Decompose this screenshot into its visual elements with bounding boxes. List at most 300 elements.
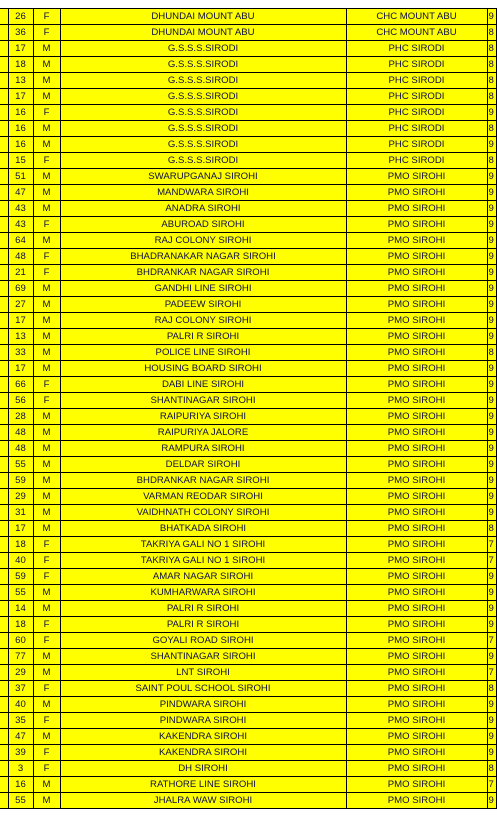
row-edge-cell[interactable] [0, 169, 8, 185]
truncated-cell[interactable]: 9 [487, 297, 496, 313]
facility-cell[interactable]: PHC SIRODI [346, 105, 487, 121]
truncated-cell[interactable]: 9 [487, 9, 496, 25]
address-cell[interactable]: RATHORE LINE SIROHI [60, 777, 346, 793]
facility-cell[interactable]: PMO SIROHI [346, 537, 487, 553]
facility-cell[interactable]: PHC SIRODI [346, 137, 487, 153]
truncated-cell[interactable]: 9 [487, 713, 496, 729]
sex-cell[interactable]: F [33, 393, 60, 409]
row-edge-cell[interactable] [0, 473, 8, 489]
address-cell[interactable]: PINDWARA SIROHI [60, 713, 346, 729]
sex-cell[interactable]: M [33, 89, 60, 105]
truncated-cell[interactable]: 8 [487, 41, 496, 57]
facility-cell[interactable]: PMO SIROHI [346, 313, 487, 329]
facility-cell[interactable]: PMO SIROHI [346, 217, 487, 233]
age-cell[interactable]: 17 [8, 313, 33, 329]
address-cell[interactable]: POLICE LINE SIROHI [60, 345, 346, 361]
facility-cell[interactable]: PHC SIRODI [346, 41, 487, 57]
row-edge-cell[interactable] [0, 713, 8, 729]
address-cell[interactable]: LNT SIROHI [60, 665, 346, 681]
address-cell[interactable]: RAIPURIYA SIROHI [60, 409, 346, 425]
age-cell[interactable]: 59 [8, 473, 33, 489]
age-cell[interactable]: 43 [8, 217, 33, 233]
address-cell[interactable]: BHDRANKAR NAGAR SIROHI [60, 265, 346, 281]
facility-cell[interactable]: PMO SIROHI [346, 233, 487, 249]
address-cell[interactable]: G.S.S.S.SIRODI [60, 89, 346, 105]
age-cell[interactable]: 48 [8, 441, 33, 457]
facility-cell[interactable]: PHC SIRODI [346, 57, 487, 73]
address-cell[interactable]: DH SIROHI [60, 761, 346, 777]
truncated-cell[interactable]: 8 [487, 153, 496, 169]
truncated-cell[interactable]: 8 [487, 521, 496, 537]
age-cell[interactable]: 17 [8, 89, 33, 105]
row-edge-cell[interactable] [0, 777, 8, 793]
truncated-cell[interactable]: 7 [487, 633, 496, 649]
address-cell[interactable]: DHUNDAI MOUNT ABU [60, 9, 346, 25]
address-cell[interactable]: ABUROAD SIROHI [60, 217, 346, 233]
row-edge-cell[interactable] [0, 9, 8, 25]
sex-cell[interactable]: M [33, 521, 60, 537]
address-cell[interactable]: JHALRA WAW SIROHI [60, 793, 346, 809]
truncated-cell[interactable]: 8 [487, 73, 496, 89]
facility-cell[interactable]: PMO SIROHI [346, 329, 487, 345]
row-edge-cell[interactable] [0, 41, 8, 57]
age-cell[interactable]: 43 [8, 201, 33, 217]
sex-cell[interactable]: M [33, 185, 60, 201]
truncated-cell[interactable]: 9 [487, 457, 496, 473]
row-edge-cell[interactable] [0, 569, 8, 585]
sex-cell[interactable]: F [33, 745, 60, 761]
facility-cell[interactable]: CHC MOUNT ABU [346, 9, 487, 25]
address-cell[interactable]: RAJ COLONY SIROHI [60, 233, 346, 249]
facility-cell[interactable]: PMO SIROHI [346, 281, 487, 297]
truncated-cell[interactable]: 8 [487, 681, 496, 697]
age-cell[interactable]: 47 [8, 185, 33, 201]
truncated-cell[interactable]: 9 [487, 249, 496, 265]
facility-cell[interactable]: PMO SIROHI [346, 793, 487, 809]
sex-cell[interactable]: M [33, 793, 60, 809]
sex-cell[interactable]: M [33, 361, 60, 377]
age-cell[interactable]: 37 [8, 681, 33, 697]
facility-cell[interactable]: PMO SIROHI [346, 761, 487, 777]
facility-cell[interactable]: PMO SIROHI [346, 425, 487, 441]
age-cell[interactable]: 31 [8, 505, 33, 521]
age-cell[interactable]: 36 [8, 25, 33, 41]
sex-cell[interactable]: F [33, 553, 60, 569]
age-cell[interactable]: 48 [8, 425, 33, 441]
facility-cell[interactable]: PMO SIROHI [346, 617, 487, 633]
address-cell[interactable]: DABI LINE SIROHI [60, 377, 346, 393]
row-edge-cell[interactable] [0, 185, 8, 201]
facility-cell[interactable]: PMO SIROHI [346, 777, 487, 793]
sex-cell[interactable]: M [33, 41, 60, 57]
truncated-cell[interactable]: 9 [487, 505, 496, 521]
address-cell[interactable]: GANDHI LINE SIROHI [60, 281, 346, 297]
row-edge-cell[interactable] [0, 681, 8, 697]
row-edge-cell[interactable] [0, 313, 8, 329]
age-cell[interactable]: 17 [8, 41, 33, 57]
age-cell[interactable]: 35 [8, 713, 33, 729]
truncated-cell[interactable]: 9 [487, 329, 496, 345]
address-cell[interactable]: BHADRANAKAR NAGAR SIROHI [60, 249, 346, 265]
truncated-cell[interactable]: 9 [487, 617, 496, 633]
facility-cell[interactable]: PMO SIROHI [346, 345, 487, 361]
row-edge-cell[interactable] [0, 361, 8, 377]
row-edge-cell[interactable] [0, 137, 8, 153]
age-cell[interactable]: 55 [8, 585, 33, 601]
address-cell[interactable]: BHATKADA SIROHI [60, 521, 346, 537]
facility-cell[interactable]: PMO SIROHI [346, 665, 487, 681]
address-cell[interactable]: PALRI R SIROHI [60, 617, 346, 633]
age-cell[interactable]: 13 [8, 329, 33, 345]
row-edge-cell[interactable] [0, 617, 8, 633]
sex-cell[interactable]: F [33, 153, 60, 169]
truncated-cell[interactable]: 8 [487, 121, 496, 137]
truncated-cell[interactable]: 8 [487, 89, 496, 105]
facility-cell[interactable]: PMO SIROHI [346, 505, 487, 521]
age-cell[interactable]: 17 [8, 361, 33, 377]
sex-cell[interactable]: M [33, 329, 60, 345]
row-edge-cell[interactable] [0, 585, 8, 601]
sex-cell[interactable]: F [33, 249, 60, 265]
address-cell[interactable]: G.S.S.S.SIRODI [60, 41, 346, 57]
address-cell[interactable]: MANDWARA SIROHI [60, 185, 346, 201]
address-cell[interactable]: VARMAN REODAR SIROHI [60, 489, 346, 505]
facility-cell[interactable]: PMO SIROHI [346, 729, 487, 745]
truncated-cell[interactable]: 9 [487, 793, 496, 809]
truncated-cell[interactable]: 9 [487, 393, 496, 409]
sex-cell[interactable]: F [33, 633, 60, 649]
sex-cell[interactable]: M [33, 585, 60, 601]
address-cell[interactable]: PADEEW SIROHI [60, 297, 346, 313]
truncated-cell[interactable]: 9 [487, 313, 496, 329]
row-edge-cell[interactable] [0, 121, 8, 137]
truncated-cell[interactable]: 9 [487, 233, 496, 249]
truncated-cell[interactable]: 9 [487, 265, 496, 281]
age-cell[interactable]: 69 [8, 281, 33, 297]
facility-cell[interactable]: PMO SIROHI [346, 185, 487, 201]
facility-cell[interactable]: PMO SIROHI [346, 361, 487, 377]
facility-cell[interactable]: PMO SIROHI [346, 297, 487, 313]
sex-cell[interactable]: M [33, 489, 60, 505]
truncated-cell[interactable]: 7 [487, 553, 496, 569]
address-cell[interactable]: SWARUPGANAJ SIROHI [60, 169, 346, 185]
address-cell[interactable]: RAJ COLONY SIROHI [60, 313, 346, 329]
sex-cell[interactable]: F [33, 617, 60, 633]
facility-cell[interactable]: PMO SIROHI [346, 377, 487, 393]
truncated-cell[interactable]: 9 [487, 169, 496, 185]
address-cell[interactable]: DHUNDAI MOUNT ABU [60, 25, 346, 41]
row-edge-cell[interactable] [0, 489, 8, 505]
age-cell[interactable]: 33 [8, 345, 33, 361]
facility-cell[interactable]: PMO SIROHI [346, 201, 487, 217]
truncated-cell[interactable]: 7 [487, 777, 496, 793]
sex-cell[interactable]: M [33, 473, 60, 489]
address-cell[interactable]: SHANTINAGAR SIROHI [60, 393, 346, 409]
age-cell[interactable]: 16 [8, 137, 33, 153]
truncated-cell[interactable]: 9 [487, 185, 496, 201]
age-cell[interactable]: 40 [8, 553, 33, 569]
age-cell[interactable]: 55 [8, 457, 33, 473]
row-edge-cell[interactable] [0, 265, 8, 281]
truncated-cell[interactable]: 7 [487, 537, 496, 553]
row-edge-cell[interactable] [0, 521, 8, 537]
address-cell[interactable]: DELDAR SIROHI [60, 457, 346, 473]
age-cell[interactable]: 21 [8, 265, 33, 281]
age-cell[interactable]: 17 [8, 521, 33, 537]
sex-cell[interactable]: F [33, 217, 60, 233]
age-cell[interactable]: 16 [8, 121, 33, 137]
age-cell[interactable]: 28 [8, 409, 33, 425]
truncated-cell[interactable]: 9 [487, 745, 496, 761]
sex-cell[interactable]: M [33, 729, 60, 745]
facility-cell[interactable]: PMO SIROHI [346, 409, 487, 425]
facility-cell[interactable]: PHC SIRODI [346, 73, 487, 89]
row-edge-cell[interactable] [0, 441, 8, 457]
facility-cell[interactable]: PMO SIROHI [346, 697, 487, 713]
truncated-cell[interactable]: 9 [487, 649, 496, 665]
sex-cell[interactable]: M [33, 201, 60, 217]
facility-cell[interactable]: PMO SIROHI [346, 473, 487, 489]
facility-cell[interactable]: PMO SIROHI [346, 441, 487, 457]
sex-cell[interactable]: M [33, 57, 60, 73]
address-cell[interactable]: KUMHARWARA SIROHI [60, 585, 346, 601]
age-cell[interactable]: 40 [8, 697, 33, 713]
address-cell[interactable]: PALRI R SIROHI [60, 329, 346, 345]
address-cell[interactable]: KAKENDRA SIROHI [60, 729, 346, 745]
row-edge-cell[interactable] [0, 25, 8, 41]
sex-cell[interactable]: M [33, 137, 60, 153]
sex-cell[interactable]: M [33, 777, 60, 793]
truncated-cell[interactable]: 8 [487, 25, 496, 41]
row-edge-cell[interactable] [0, 249, 8, 265]
row-edge-cell[interactable] [0, 793, 8, 809]
age-cell[interactable]: 18 [8, 57, 33, 73]
address-cell[interactable]: G.S.S.S.SIRODI [60, 57, 346, 73]
facility-cell[interactable]: CHC MOUNT ABU [346, 25, 487, 41]
truncated-cell[interactable]: 9 [487, 601, 496, 617]
age-cell[interactable]: 66 [8, 377, 33, 393]
row-edge-cell[interactable] [0, 409, 8, 425]
address-cell[interactable]: AMAR NAGAR SIROHI [60, 569, 346, 585]
age-cell[interactable]: 39 [8, 745, 33, 761]
row-edge-cell[interactable] [0, 233, 8, 249]
sex-cell[interactable]: F [33, 681, 60, 697]
facility-cell[interactable]: PMO SIROHI [346, 601, 487, 617]
sex-cell[interactable]: F [33, 569, 60, 585]
sex-cell[interactable]: M [33, 121, 60, 137]
sex-cell[interactable]: F [33, 713, 60, 729]
sex-cell[interactable]: M [33, 697, 60, 713]
sex-cell[interactable]: F [33, 761, 60, 777]
sex-cell[interactable]: M [33, 601, 60, 617]
sex-cell[interactable]: F [33, 105, 60, 121]
age-cell[interactable]: 59 [8, 569, 33, 585]
age-cell[interactable]: 48 [8, 249, 33, 265]
sex-cell[interactable]: M [33, 297, 60, 313]
address-cell[interactable]: G.S.S.S.SIRODI [60, 73, 346, 89]
age-cell[interactable]: 47 [8, 729, 33, 745]
truncated-cell[interactable]: 9 [487, 473, 496, 489]
truncated-cell[interactable]: 9 [487, 105, 496, 121]
truncated-cell[interactable]: 9 [487, 697, 496, 713]
sex-cell[interactable]: M [33, 425, 60, 441]
facility-cell[interactable]: PMO SIROHI [346, 393, 487, 409]
truncated-cell[interactable]: 9 [487, 217, 496, 233]
age-cell[interactable]: 29 [8, 489, 33, 505]
row-edge-cell[interactable] [0, 553, 8, 569]
row-edge-cell[interactable] [0, 633, 8, 649]
sex-cell[interactable]: M [33, 313, 60, 329]
address-cell[interactable]: KAKENDRA SIROHI [60, 745, 346, 761]
age-cell[interactable]: 26 [8, 9, 33, 25]
row-edge-cell[interactable] [0, 73, 8, 89]
truncated-cell[interactable]: 9 [487, 201, 496, 217]
facility-cell[interactable]: PMO SIROHI [346, 681, 487, 697]
age-cell[interactable]: 16 [8, 777, 33, 793]
sex-cell[interactable]: M [33, 649, 60, 665]
truncated-cell[interactable]: 9 [487, 585, 496, 601]
sex-cell[interactable]: F [33, 537, 60, 553]
row-edge-cell[interactable] [0, 697, 8, 713]
facility-cell[interactable]: PMO SIROHI [346, 745, 487, 761]
truncated-cell[interactable]: 9 [487, 409, 496, 425]
row-edge-cell[interactable] [0, 153, 8, 169]
address-cell[interactable]: PINDWARA SIROHI [60, 697, 346, 713]
age-cell[interactable]: 14 [8, 601, 33, 617]
address-cell[interactable]: PALRI R SIROHI [60, 601, 346, 617]
sex-cell[interactable]: M [33, 505, 60, 521]
truncated-cell[interactable]: 9 [487, 569, 496, 585]
address-cell[interactable]: G.S.S.S.SIRODI [60, 105, 346, 121]
truncated-cell[interactable]: 9 [487, 137, 496, 153]
row-edge-cell[interactable] [0, 105, 8, 121]
row-edge-cell[interactable] [0, 761, 8, 777]
facility-cell[interactable]: PMO SIROHI [346, 649, 487, 665]
sex-cell[interactable]: M [33, 665, 60, 681]
row-edge-cell[interactable] [0, 745, 8, 761]
age-cell[interactable]: 29 [8, 665, 33, 681]
age-cell[interactable]: 51 [8, 169, 33, 185]
sex-cell[interactable]: M [33, 169, 60, 185]
row-edge-cell[interactable] [0, 201, 8, 217]
row-edge-cell[interactable] [0, 457, 8, 473]
sex-cell[interactable]: M [33, 281, 60, 297]
row-edge-cell[interactable] [0, 537, 8, 553]
facility-cell[interactable]: PHC SIRODI [346, 121, 487, 137]
address-cell[interactable]: G.S.S.S.SIRODI [60, 121, 346, 137]
facility-cell[interactable]: PHC SIRODI [346, 153, 487, 169]
age-cell[interactable]: 15 [8, 153, 33, 169]
age-cell[interactable]: 16 [8, 105, 33, 121]
address-cell[interactable]: VAIDHNATH COLONY SIROHI [60, 505, 346, 521]
row-edge-cell[interactable] [0, 377, 8, 393]
facility-cell[interactable]: PMO SIROHI [346, 633, 487, 649]
row-edge-cell[interactable] [0, 729, 8, 745]
facility-cell[interactable]: PMO SIROHI [346, 521, 487, 537]
facility-cell[interactable]: PMO SIROHI [346, 265, 487, 281]
address-cell[interactable]: ANADRA SIROHI [60, 201, 346, 217]
row-edge-cell[interactable] [0, 57, 8, 73]
truncated-cell[interactable]: 8 [487, 57, 496, 73]
sex-cell[interactable]: M [33, 457, 60, 473]
truncated-cell[interactable]: 9 [487, 441, 496, 457]
sex-cell[interactable]: M [33, 73, 60, 89]
sex-cell[interactable]: M [33, 409, 60, 425]
address-cell[interactable]: SHANTINAGAR SIROHI [60, 649, 346, 665]
truncated-cell[interactable]: 9 [487, 489, 496, 505]
row-edge-cell[interactable] [0, 601, 8, 617]
truncated-cell[interactable]: 8 [487, 345, 496, 361]
row-edge-cell[interactable] [0, 89, 8, 105]
truncated-cell[interactable]: 9 [487, 729, 496, 745]
row-edge-cell[interactable] [0, 425, 8, 441]
facility-cell[interactable]: PMO SIROHI [346, 169, 487, 185]
row-edge-cell[interactable] [0, 345, 8, 361]
address-cell[interactable]: G.S.S.S.SIRODI [60, 137, 346, 153]
truncated-cell[interactable]: 9 [487, 377, 496, 393]
sex-cell[interactable]: F [33, 9, 60, 25]
truncated-cell[interactable]: 9 [487, 425, 496, 441]
age-cell[interactable]: 13 [8, 73, 33, 89]
age-cell[interactable]: 77 [8, 649, 33, 665]
row-edge-cell[interactable] [0, 217, 8, 233]
address-cell[interactable]: GOYALI ROAD SIROHI [60, 633, 346, 649]
address-cell[interactable]: SAINT POUL SCHOOL SIROHI [60, 681, 346, 697]
row-edge-cell[interactable] [0, 329, 8, 345]
sex-cell[interactable]: F [33, 265, 60, 281]
truncated-cell[interactable]: 7 [487, 665, 496, 681]
row-edge-cell[interactable] [0, 281, 8, 297]
age-cell[interactable]: 27 [8, 297, 33, 313]
facility-cell[interactable]: PMO SIROHI [346, 713, 487, 729]
age-cell[interactable]: 56 [8, 393, 33, 409]
facility-cell[interactable]: PMO SIROHI [346, 249, 487, 265]
facility-cell[interactable]: PMO SIROHI [346, 569, 487, 585]
truncated-cell[interactable]: 8 [487, 761, 496, 777]
facility-cell[interactable]: PMO SIROHI [346, 585, 487, 601]
age-cell[interactable]: 55 [8, 793, 33, 809]
facility-cell[interactable]: PMO SIROHI [346, 457, 487, 473]
sex-cell[interactable]: F [33, 25, 60, 41]
sex-cell[interactable]: M [33, 345, 60, 361]
age-cell[interactable]: 3 [8, 761, 33, 777]
row-edge-cell[interactable] [0, 297, 8, 313]
age-cell[interactable]: 18 [8, 537, 33, 553]
row-edge-cell[interactable] [0, 665, 8, 681]
address-cell[interactable]: TAKRIYA GALI NO 1 SIROHI [60, 553, 346, 569]
truncated-cell[interactable]: 9 [487, 361, 496, 377]
age-cell[interactable]: 18 [8, 617, 33, 633]
sex-cell[interactable]: F [33, 377, 60, 393]
facility-cell[interactable]: PHC SIRODI [346, 89, 487, 105]
address-cell[interactable]: G.S.S.S.SIRODI [60, 153, 346, 169]
sex-cell[interactable]: M [33, 441, 60, 457]
row-edge-cell[interactable] [0, 505, 8, 521]
sex-cell[interactable]: M [33, 233, 60, 249]
age-cell[interactable]: 60 [8, 633, 33, 649]
address-cell[interactable]: HOUSING BOARD SIROHI [60, 361, 346, 377]
address-cell[interactable]: BHDRANKAR NAGAR SIROHI [60, 473, 346, 489]
address-cell[interactable]: RAMPURA SIROHI [60, 441, 346, 457]
row-edge-cell[interactable] [0, 649, 8, 665]
row-edge-cell[interactable] [0, 393, 8, 409]
facility-cell[interactable]: PMO SIROHI [346, 553, 487, 569]
address-cell[interactable]: RAIPURIYA JALORE [60, 425, 346, 441]
age-cell[interactable]: 64 [8, 233, 33, 249]
truncated-cell[interactable]: 9 [487, 281, 496, 297]
facility-cell[interactable]: PMO SIROHI [346, 489, 487, 505]
address-cell[interactable]: TAKRIYA GALI NO 1 SIROHI [60, 537, 346, 553]
